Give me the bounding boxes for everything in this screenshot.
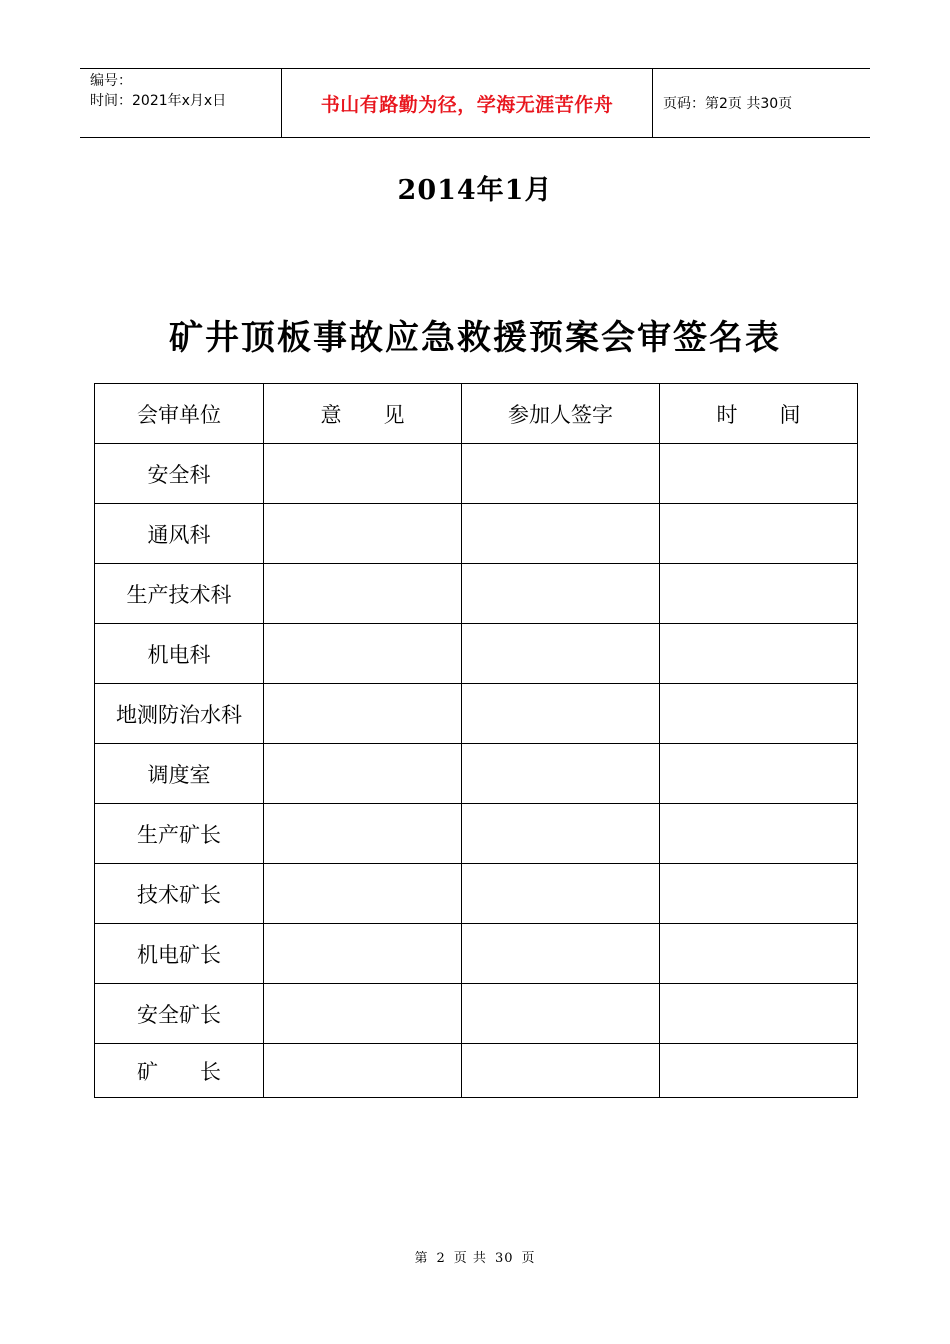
signature-cell[interactable] (462, 504, 660, 564)
table-row (95, 984, 858, 1044)
column-header: 意 见 (264, 384, 462, 444)
header-page-cell (653, 69, 870, 137)
column-header: 会审单位 (95, 384, 264, 444)
header-motto-cell (281, 69, 653, 137)
opinion-cell[interactable] (264, 1044, 462, 1098)
unit-cell: 机电科 (95, 624, 264, 684)
page-footer (0, 1247, 950, 1266)
opinion-cell[interactable] (264, 984, 462, 1044)
time-cell[interactable] (660, 624, 858, 684)
unit-cell: 调度室 (95, 744, 264, 804)
opinion-cell[interactable] (264, 624, 462, 684)
opinion-cell[interactable] (264, 804, 462, 864)
document-date: 2014年1月 (397, 175, 553, 206)
table-row (95, 624, 858, 684)
table-header-row (95, 384, 858, 444)
footer-mid: 页 共 (453, 1251, 487, 1266)
time-cell[interactable] (660, 804, 858, 864)
opinion-cell[interactable] (264, 444, 462, 504)
footer-total: 30 (494, 1251, 514, 1266)
unit-cell: 安全科 (95, 444, 264, 504)
opinion-cell[interactable] (264, 684, 462, 744)
table-row (95, 444, 858, 504)
page-header (80, 68, 870, 138)
table-row (95, 804, 858, 864)
footer-suffix: 页 (521, 1251, 536, 1266)
table-row (95, 744, 858, 804)
table-row (95, 564, 858, 624)
time-cell[interactable] (660, 864, 858, 924)
unit-cell: 技术矿长 (95, 864, 264, 924)
signature-cell[interactable] (462, 864, 660, 924)
signature-cell[interactable] (462, 984, 660, 1044)
signature-cell[interactable] (462, 564, 660, 624)
column-header: 参加人签字 (462, 384, 660, 444)
time-cell[interactable] (660, 684, 858, 744)
signature-cell[interactable] (462, 744, 660, 804)
header-motto: 书山有路勤为径，学海无涯苦作舟 (320, 93, 614, 116)
header-number: 编号： (90, 73, 132, 89)
signature-cell[interactable] (462, 684, 660, 744)
time-cell[interactable] (660, 924, 858, 984)
header-page-label: 页码：第2页 共30页 (663, 96, 793, 112)
unit-cell: 生产技术科 (95, 564, 264, 624)
time-cell[interactable] (660, 984, 858, 1044)
signature-cell[interactable] (462, 924, 660, 984)
footer-prefix: 第 (414, 1251, 429, 1266)
unit-cell: 地测防治水科 (95, 684, 264, 744)
signature-cell[interactable] (462, 804, 660, 864)
unit-cell: 生产矿长 (95, 804, 264, 864)
time-cell[interactable] (660, 744, 858, 804)
signature-cell[interactable] (462, 624, 660, 684)
opinion-cell[interactable] (264, 744, 462, 804)
signature-cell[interactable] (462, 444, 660, 504)
document-title: 矿井顶板事故应急救援预案会审签名表 (169, 318, 781, 358)
unit-cell: 通风科 (95, 504, 264, 564)
time-cell[interactable] (660, 504, 858, 564)
unit-cell: 机电矿长 (95, 924, 264, 984)
opinion-cell[interactable] (264, 924, 462, 984)
signature-cell[interactable] (462, 1044, 660, 1098)
time-cell[interactable] (660, 1044, 858, 1098)
column-header: 时 间 (660, 384, 858, 444)
time-cell[interactable] (660, 564, 858, 624)
table-row (95, 684, 858, 744)
opinion-cell[interactable] (264, 864, 462, 924)
time-cell[interactable] (660, 444, 858, 504)
table-row (95, 504, 858, 564)
opinion-cell[interactable] (264, 564, 462, 624)
table-row (95, 864, 858, 924)
unit-cell: 安全矿长 (95, 984, 264, 1044)
header-time: 时间：2021年x月x日 (90, 93, 227, 109)
opinion-cell[interactable] (264, 504, 462, 564)
header-meta (80, 69, 281, 137)
table-row (95, 1044, 858, 1098)
footer-page: 2 (436, 1251, 446, 1266)
unit-cell: 矿 长 (95, 1044, 264, 1098)
signature-table (94, 383, 858, 1098)
table-row (95, 924, 858, 984)
